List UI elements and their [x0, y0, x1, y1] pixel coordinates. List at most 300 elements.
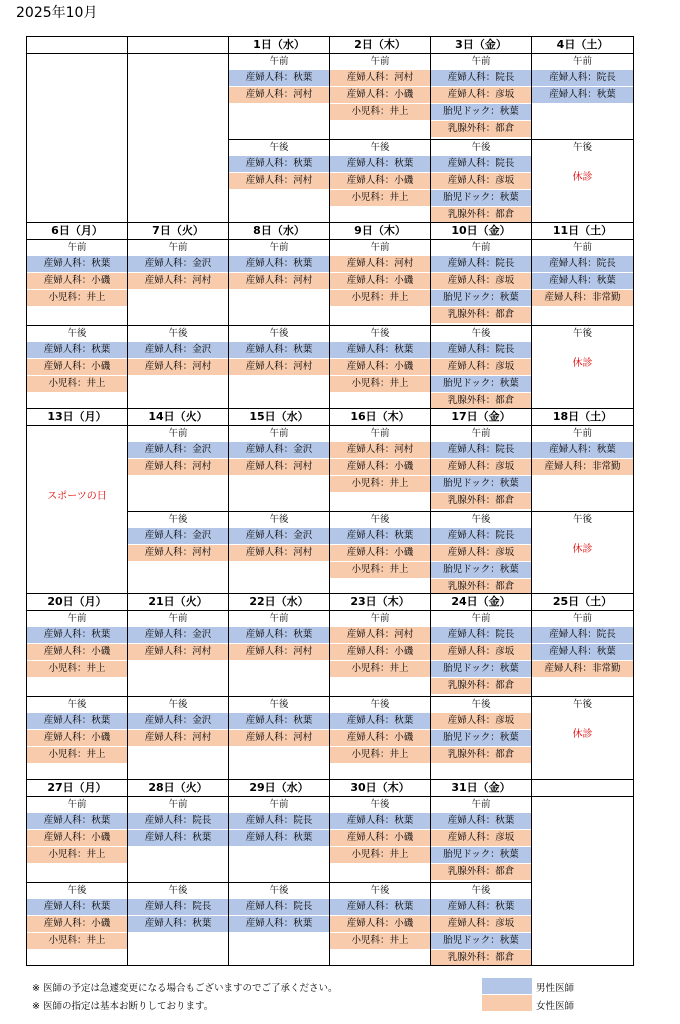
- doctor-slot-female: 産婦人科：河村: [229, 173, 329, 189]
- morning-block: [330, 426, 430, 512]
- morning-block: [431, 611, 531, 697]
- doctor-slot-male: 産婦人科：秋葉: [229, 916, 329, 932]
- day-header: 28日（火）: [128, 780, 228, 797]
- doctor-slot-female: 小児科：井上: [330, 847, 430, 863]
- doctor-slot-female: 産婦人科：小磯: [330, 545, 430, 561]
- doctor-slot-male: 産婦人科：秋葉: [532, 442, 633, 458]
- doctor-slot-male: 産婦人科：金沢: [128, 713, 228, 729]
- day-cell: [330, 409, 431, 595]
- doctor-slot-female: 小児科：井上: [330, 190, 430, 206]
- day-header: 30日（木）: [330, 780, 430, 797]
- day-cell: [431, 594, 532, 780]
- doctor-slot-female: 産婦人科：河村: [128, 459, 228, 475]
- afternoon-block: [431, 140, 531, 223]
- legend-female-swatch: [482, 995, 532, 1011]
- footnote-2: ※ 医師の指定は基本お断りしております。: [32, 1001, 214, 1012]
- doctor-slot-female: 小児科：井上: [27, 933, 127, 949]
- doctor-slot-female: 産婦人科：河村: [229, 87, 329, 103]
- doctor-slot-female: 小児科：井上: [330, 747, 430, 763]
- session-label: 午前: [168, 799, 188, 811]
- doctor-slot-female: 産婦人科：非常勤: [532, 290, 633, 306]
- doctor-slot-male: 産婦人科：秋葉: [27, 342, 127, 358]
- doctor-slot-male: 産婦人科：秋葉: [27, 899, 127, 915]
- morning-block: [431, 54, 531, 140]
- doctor-slot-male: 産婦人科：秋葉: [27, 256, 127, 272]
- doctor-slot-female: 小児科：井上: [27, 661, 127, 677]
- morning-block: [330, 797, 430, 883]
- session-label: 午前: [471, 613, 491, 625]
- day-header: 3日（金）: [431, 37, 531, 54]
- day-header: 29日（水）: [229, 780, 329, 797]
- day-header: 24日（金）: [431, 594, 531, 611]
- doctor-slot-female: 産婦人科：彦坂: [431, 87, 531, 103]
- session-label: 午後: [572, 142, 592, 153]
- doctor-slot-female: 産婦人科：小磯: [330, 459, 430, 475]
- afternoon-block: [128, 139, 228, 223]
- session-label: 午前: [269, 613, 289, 625]
- doctor-slot-male: 産婦人科：金沢: [229, 528, 329, 544]
- day-header: 11日（土）: [532, 223, 633, 240]
- morning-block: [27, 54, 127, 139]
- session-label: 午後: [370, 885, 390, 897]
- session-label: 午後: [370, 699, 390, 711]
- session-label: 午前: [269, 799, 289, 811]
- afternoon-block: [532, 512, 633, 595]
- session-label: 午後: [67, 699, 87, 711]
- doctor-slot-female: 産婦人科：小磯: [27, 730, 127, 746]
- day-cell: [330, 780, 431, 965]
- session-label: 午後: [269, 142, 289, 153]
- schedule-calendar: [26, 36, 634, 966]
- doctor-slot-male: 胎児ドック：秋葉: [431, 661, 531, 677]
- doctor-slot-female: 産婦人科：河村: [229, 730, 329, 746]
- day-header: 18日（土）: [532, 409, 633, 426]
- doctor-slot-male: 産婦人科：秋葉: [229, 627, 329, 643]
- doctor-slot-male: 産婦人科：秋葉: [330, 899, 430, 915]
- doctor-slot-male: 産婦人科：院長: [431, 342, 531, 358]
- morning-block: [27, 797, 127, 883]
- doctor-slot-male: 産婦人科：金沢: [128, 256, 228, 272]
- day-header: [128, 37, 228, 54]
- afternoon-block: [330, 883, 430, 965]
- session-label: 午後: [67, 327, 87, 339]
- doctor-slot-female: 乳腺外科：都倉: [431, 678, 531, 694]
- session-label: 午前: [168, 241, 188, 253]
- doctor-slot-female: 小児科：井上: [27, 376, 127, 392]
- afternoon-block: [431, 697, 531, 780]
- doctor-slot-female: 小児科：井上: [27, 847, 127, 863]
- day-cell: [128, 594, 229, 780]
- day-cell: [229, 223, 330, 409]
- doctor-slot-male: 胎児ドック：秋葉: [431, 933, 531, 949]
- morning-block: [532, 426, 633, 512]
- doctor-slot-male: 胎児ドック：秋葉: [431, 190, 531, 206]
- doctor-slot-male: 産婦人科：院長: [229, 899, 329, 915]
- doctor-slot-female: 小児科：井上: [27, 747, 127, 763]
- session-label: 午後: [168, 885, 188, 897]
- doctor-slot-female: 産婦人科：河村: [330, 70, 430, 86]
- session-label: 午前: [168, 613, 188, 625]
- day-cell: [229, 780, 330, 965]
- afternoon-block: [229, 697, 329, 780]
- doctor-slot-female: 産婦人科：小磯: [330, 916, 430, 932]
- session-label: 午後: [370, 327, 390, 339]
- session-label: 午後: [67, 885, 87, 897]
- doctor-slot-female: 産婦人科：河村: [128, 359, 228, 375]
- doctor-slot-male: 産婦人科：院長: [532, 70, 633, 86]
- day-cell: [27, 409, 128, 595]
- doctor-slot-male: 胎児ドック：秋葉: [431, 847, 531, 863]
- doctor-slot-male: 産婦人科：金沢: [128, 442, 228, 458]
- doctor-slot-female: 産婦人科：河村: [128, 644, 228, 660]
- day-cell: [431, 780, 532, 965]
- doctor-slot-female: 乳腺外科：都倉: [431, 864, 531, 880]
- day-header: 22日（水）: [229, 594, 329, 611]
- morning-block: [431, 240, 531, 326]
- doctor-slot-male: 産婦人科：秋葉: [330, 342, 430, 358]
- afternoon-block: [532, 140, 633, 223]
- doctor-slot-female: 産婦人科：小磯: [27, 830, 127, 846]
- doctor-slot-female: 産婦人科：小磯: [27, 359, 127, 375]
- doctor-slot-male: 産婦人科：院長: [431, 70, 531, 86]
- session-label: 午後: [168, 327, 188, 339]
- doctor-slot-female: 産婦人科：小磯: [330, 644, 430, 660]
- morning-block: [229, 797, 329, 883]
- afternoon-block: [330, 326, 430, 409]
- morning-block: [229, 240, 329, 326]
- doctor-slot-male: 産婦人科：秋葉: [330, 713, 430, 729]
- doctor-slot-female: 産婦人科：彦坂: [431, 273, 531, 289]
- doctor-slot-female: 産婦人科：彦坂: [431, 713, 531, 729]
- doctor-slot-male: 胎児ドック：秋葉: [431, 730, 531, 746]
- closed-label: 休診: [572, 543, 593, 555]
- morning-block: [229, 54, 329, 140]
- session-label: 午後: [168, 513, 188, 525]
- day-header: 31日（金）: [431, 780, 531, 797]
- day-cell: [330, 37, 431, 223]
- morning-block: [128, 611, 228, 697]
- doctor-slot-male: 胎児ドック：秋葉: [431, 290, 531, 306]
- session-label: 午後: [471, 513, 491, 525]
- doctor-slot-male: 産婦人科：院長: [532, 627, 633, 643]
- day-header: 16日（木）: [330, 409, 430, 426]
- morning-block: [27, 240, 127, 326]
- day-cell: [128, 37, 229, 223]
- afternoon-block: [128, 512, 228, 595]
- holiday-label: スポーツの日: [47, 490, 107, 502]
- session-label: 午前: [572, 427, 592, 439]
- doctor-slot-female: 産婦人科：彦坂: [431, 830, 531, 846]
- doctor-slot-male: 産婦人科：秋葉: [330, 156, 430, 172]
- doctor-slot-male: 産婦人科：金沢: [229, 442, 329, 458]
- day-header: 15日（水）: [229, 409, 329, 426]
- doctor-slot-female: 乳腺外科：都倉: [431, 393, 531, 409]
- doctor-slot-male: 産婦人科：秋葉: [229, 830, 329, 846]
- doctor-slot-female: 産婦人科：小磯: [330, 359, 430, 375]
- morning-block: [128, 797, 228, 883]
- doctor-slot-female: 産婦人科：河村: [330, 442, 430, 458]
- doctor-slot-female: 産婦人科：小磯: [330, 730, 430, 746]
- doctor-slot-female: 産婦人科：彦坂: [431, 359, 531, 375]
- afternoon-block: [128, 326, 228, 409]
- doctor-slot-male: 胎児ドック：秋葉: [431, 104, 531, 120]
- day-cell: [431, 37, 532, 223]
- afternoon-block: [532, 326, 633, 409]
- afternoon-block: [229, 512, 329, 595]
- day-cell: [229, 409, 330, 595]
- morning-block: [229, 426, 329, 512]
- session-label: 午後: [471, 327, 491, 339]
- doctor-slot-male: 産婦人科：金沢: [128, 342, 228, 358]
- session-label: 午後: [471, 885, 491, 897]
- doctor-slot-female: 産婦人科：非常勤: [532, 661, 633, 677]
- doctor-slot-male: 産婦人科：秋葉: [229, 342, 329, 358]
- session-label: 午前: [370, 241, 390, 253]
- doctor-slot-female: 小児科：井上: [330, 290, 430, 306]
- afternoon-block: [27, 883, 127, 965]
- doctor-slot-female: 産婦人科：非常勤: [532, 459, 633, 475]
- day-cell: [532, 223, 633, 409]
- session-label: 午後: [370, 799, 390, 811]
- day-header: 27日（月）: [27, 780, 127, 797]
- session-label: 午前: [67, 613, 87, 625]
- day-header: 6日（月）: [27, 223, 127, 240]
- doctor-slot-female: 産婦人科：小磯: [330, 87, 430, 103]
- session-label: 午前: [572, 241, 592, 253]
- doctor-slot-male: 産婦人科：秋葉: [229, 156, 329, 172]
- doctor-slot-female: 産婦人科：河村: [128, 273, 228, 289]
- morning-block: [431, 426, 531, 512]
- doctor-slot-male: 産婦人科：院長: [532, 256, 633, 272]
- day-cell: [229, 37, 330, 223]
- morning-block: [128, 240, 228, 326]
- session-label: 午前: [67, 241, 87, 253]
- session-label: 午後: [269, 885, 289, 897]
- page-title: 2025年10月: [16, 5, 98, 21]
- doctor-slot-female: 乳腺外科：都倉: [431, 121, 531, 137]
- doctor-slot-male: 産婦人科：秋葉: [330, 813, 430, 829]
- doctor-slot-female: 産婦人科：河村: [330, 256, 430, 272]
- day-cell: [128, 780, 229, 965]
- day-cell: [431, 409, 532, 595]
- doctor-slot-male: 産婦人科：秋葉: [229, 713, 329, 729]
- session-label: 午前: [67, 799, 87, 811]
- day-cell: [27, 594, 128, 780]
- legend-male-swatch: [482, 978, 532, 994]
- session-label: 午前: [471, 241, 491, 253]
- doctor-slot-female: 小児科：井上: [330, 933, 430, 949]
- doctor-slot-male: 産婦人科：秋葉: [431, 813, 531, 829]
- morning-block: [27, 611, 127, 697]
- morning-block: [229, 611, 329, 697]
- doctor-slot-male: 産婦人科：秋葉: [128, 916, 228, 932]
- morning-block: [128, 426, 228, 512]
- day-cell: [532, 37, 633, 223]
- session-label: 午後: [269, 327, 289, 339]
- doctor-slot-female: 産婦人科：河村: [229, 545, 329, 561]
- day-header: 20日（月）: [27, 594, 127, 611]
- day-header: 1日（水）: [229, 37, 329, 54]
- day-header: [27, 37, 127, 54]
- doctor-slot-male: 産婦人科：院長: [128, 899, 228, 915]
- doctor-slot-female: 産婦人科：河村: [229, 359, 329, 375]
- afternoon-block: [27, 139, 127, 223]
- closed-label: 休診: [572, 357, 593, 369]
- doctor-slot-male: 産婦人科：院長: [229, 813, 329, 829]
- session-label: 午後: [572, 513, 592, 525]
- doctor-slot-male: 産婦人科：秋葉: [431, 899, 531, 915]
- doctor-slot-male: 産婦人科：金沢: [128, 627, 228, 643]
- doctor-slot-female: 小児科：井上: [330, 661, 430, 677]
- session-label: 午前: [471, 427, 491, 439]
- session-label: 午前: [269, 427, 289, 439]
- doctor-slot-female: 産婦人科：小磯: [330, 273, 430, 289]
- afternoon-block: [229, 883, 329, 965]
- day-cell: [330, 223, 431, 409]
- doctor-slot-male: 産婦人科：院長: [431, 627, 531, 643]
- afternoon-block: [330, 512, 430, 595]
- doctor-slot-male: 産婦人科：秋葉: [229, 256, 329, 272]
- afternoon-block: [431, 326, 531, 409]
- doctor-slot-female: 産婦人科：小磯: [27, 644, 127, 660]
- day-cell: [330, 594, 431, 780]
- day-header: [532, 780, 633, 797]
- doctor-slot-male: 産婦人科：秋葉: [27, 813, 127, 829]
- day-header: 2日（木）: [330, 37, 430, 54]
- doctor-slot-female: 乳腺外科：都倉: [431, 950, 531, 965]
- morning-block: [128, 54, 228, 139]
- day-cell: [532, 409, 633, 595]
- day-header: 25日（土）: [532, 594, 633, 611]
- doctor-slot-female: 乳腺外科：都倉: [431, 307, 531, 323]
- session-label: 午後: [370, 513, 390, 525]
- doctor-slot-female: 小児科：井上: [330, 562, 430, 578]
- doctor-slot-female: 産婦人科：小磯: [330, 830, 430, 846]
- afternoon-block: [229, 140, 329, 223]
- afternoon-block: [330, 697, 430, 780]
- day-cell: [27, 223, 128, 409]
- morning-block: [330, 611, 430, 697]
- doctor-slot-female: 産婦人科：彦坂: [431, 916, 531, 932]
- doctor-slot-male: 産婦人科：秋葉: [27, 627, 127, 643]
- day-header: 10日（金）: [431, 223, 531, 240]
- afternoon-block: [330, 140, 430, 223]
- doctor-slot-male: 産婦人科：院長: [431, 528, 531, 544]
- doctor-slot-female: 産婦人科：河村: [229, 459, 329, 475]
- doctor-slot-female: 乳腺外科：都倉: [431, 579, 531, 595]
- session-label: 午前: [370, 427, 390, 439]
- day-cell: [27, 780, 128, 965]
- doctor-slot-female: 産婦人科：彦坂: [431, 173, 531, 189]
- day-cell: [532, 594, 633, 780]
- doctor-slot-male: 産婦人科：秋葉: [128, 830, 228, 846]
- doctor-slot-female: 乳腺外科：都倉: [431, 493, 531, 509]
- morning-block: [532, 240, 633, 326]
- doctor-slot-male: 産婦人科：秋葉: [27, 713, 127, 729]
- doctor-slot-female: 小児科：井上: [27, 290, 127, 306]
- doctor-slot-male: 産婦人科：院長: [431, 156, 531, 172]
- doctor-slot-male: 産婦人科：院長: [431, 442, 531, 458]
- session-label: 午前: [370, 56, 390, 67]
- day-header: 21日（火）: [128, 594, 228, 611]
- doctor-slot-female: 乳腺外科：都倉: [431, 207, 531, 223]
- doctor-slot-female: 産婦人科：小磯: [27, 273, 127, 289]
- session-label: 午後: [471, 142, 491, 153]
- closed-label: 休診: [572, 729, 593, 741]
- session-label: 午後: [370, 142, 390, 153]
- doctor-slot-female: 産婦人科：河村: [229, 644, 329, 660]
- morning-block: [330, 240, 430, 326]
- session-label: 午前: [370, 613, 390, 625]
- day-cell: [431, 223, 532, 409]
- session-label: 午前: [471, 799, 491, 811]
- afternoon-block: [27, 697, 127, 780]
- doctor-slot-male: 胎児ドック：秋葉: [431, 376, 531, 392]
- doctor-slot-female: 小児科：井上: [330, 376, 430, 392]
- session-label: 午後: [269, 513, 289, 525]
- morning-block: [330, 54, 430, 140]
- day-header: 7日（火）: [128, 223, 228, 240]
- doctor-slot-female: 小児科：井上: [330, 476, 430, 492]
- morning-block: [431, 797, 531, 883]
- day-header: 8日（水）: [229, 223, 329, 240]
- doctor-slot-male: 産婦人科：院長: [128, 813, 228, 829]
- afternoon-block: [27, 326, 127, 409]
- session-label: 午前: [572, 56, 592, 67]
- session-label: 午後: [269, 699, 289, 711]
- doctor-slot-male: 産婦人科：院長: [431, 256, 531, 272]
- doctor-slot-female: 産婦人科：彦坂: [431, 459, 531, 475]
- day-header: 23日（木）: [330, 594, 430, 611]
- afternoon-block: [128, 883, 228, 965]
- day-header: 13日（月）: [27, 409, 127, 426]
- afternoon-block: [229, 326, 329, 409]
- day-cell: [128, 223, 229, 409]
- session-label: 午前: [269, 241, 289, 253]
- doctor-slot-male: 産婦人科：秋葉: [229, 70, 329, 86]
- day-header: 17日（金）: [431, 409, 531, 426]
- day-cell: [532, 780, 633, 965]
- doctor-slot-male: 産婦人科：秋葉: [330, 528, 430, 544]
- doctor-slot-male: 産婦人科：金沢: [128, 528, 228, 544]
- doctor-slot-male: 産婦人科：秋葉: [532, 644, 633, 660]
- session-label: 午前: [269, 56, 289, 67]
- morning-block: [532, 611, 633, 697]
- day-cell: [27, 37, 128, 223]
- closed-label: 休診: [572, 172, 593, 183]
- doctor-slot-female: 産婦人科：河村: [128, 545, 228, 561]
- doctor-slot-female: 産婦人科：小磯: [27, 916, 127, 932]
- morning-block: [532, 54, 633, 140]
- doctor-slot-female: 産婦人科：河村: [128, 730, 228, 746]
- doctor-slot-female: 産婦人科：彦坂: [431, 545, 531, 561]
- legend-female-label: 女性医師: [536, 1001, 575, 1012]
- doctor-slot-female: 産婦人科：河村: [229, 273, 329, 289]
- doctor-slot-female: 産婦人科：河村: [330, 627, 430, 643]
- session-label: 午前: [572, 613, 592, 625]
- doctor-slot-male: 胎児ドック：秋葉: [431, 562, 531, 578]
- session-label: 午後: [168, 699, 188, 711]
- doctor-slot-female: 産婦人科：小磯: [330, 173, 430, 189]
- day-header: 9日（木）: [330, 223, 430, 240]
- day-header: 14日（火）: [128, 409, 228, 426]
- footnote-1: ※ 医師の予定は急遽変更になる場合もございますのでご了承ください。: [32, 983, 338, 994]
- doctor-slot-female: 乳腺外科：都倉: [431, 747, 531, 763]
- afternoon-block: [431, 512, 531, 595]
- doctor-slot-male: 産婦人科：秋葉: [532, 87, 633, 103]
- doctor-slot-male: 胎児ドック：秋葉: [431, 476, 531, 492]
- afternoon-block: [128, 697, 228, 780]
